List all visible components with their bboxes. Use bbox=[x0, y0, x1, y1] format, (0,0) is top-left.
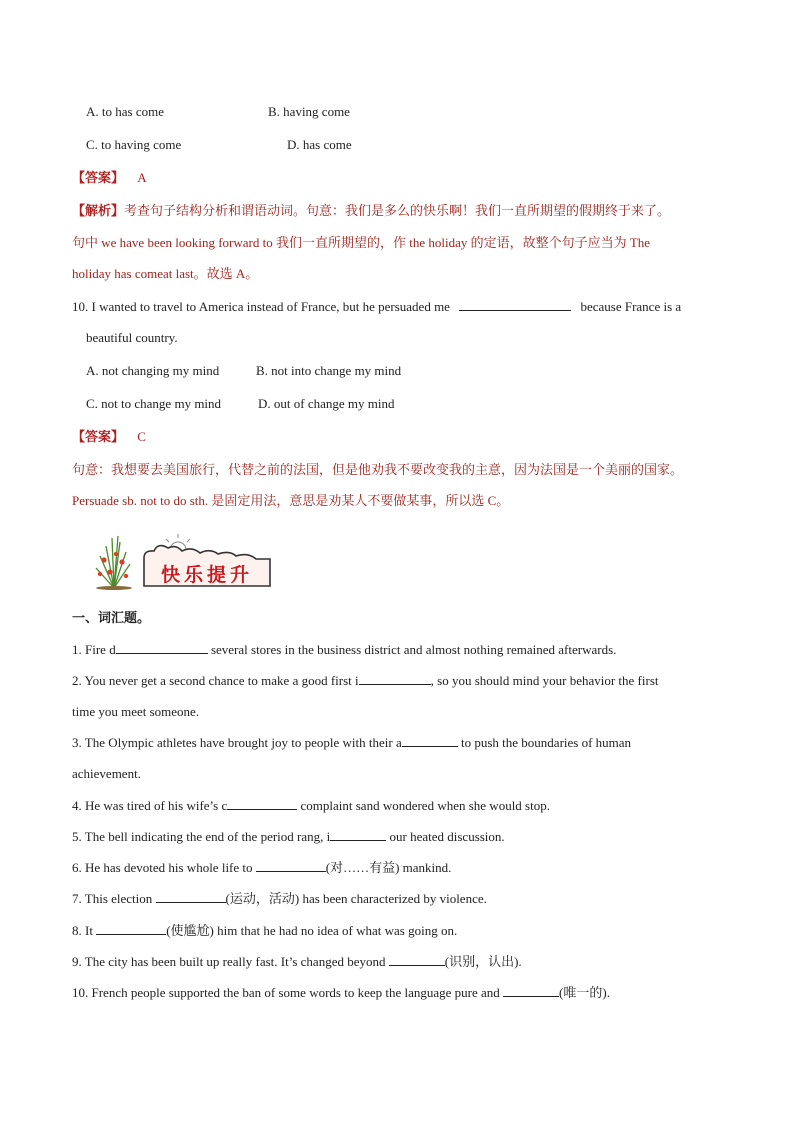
vocab-item-text: complaint sand wondered when she would stop. bbox=[297, 798, 550, 813]
vocab-item-10 bbox=[72, 984, 610, 1002]
vocab-item-text: (唯一的). bbox=[559, 985, 610, 1000]
vocab-item-text: , so you should mind your behavior the first bbox=[430, 673, 659, 688]
vocab-item-text: (运动，活动) has been characterized by violence. bbox=[225, 891, 487, 906]
q10-option-b: B. not into change my mind bbox=[256, 363, 402, 378]
vocab-blank bbox=[359, 672, 431, 685]
vocab-blank bbox=[116, 641, 208, 654]
vocab-item-3-cont: achievement. bbox=[72, 766, 141, 781]
analysis-tag: 【解析】 bbox=[72, 203, 125, 218]
vocab-blank bbox=[96, 922, 166, 935]
vocab-blank bbox=[227, 797, 297, 810]
vocab-item-text: 3. The Olympic athletes have brought joy to people with their a bbox=[72, 735, 402, 750]
vocab-blank bbox=[256, 859, 326, 872]
vocab-item-text: (识别，认出). bbox=[444, 954, 522, 969]
q10-explain: Persuade sb. not to do sth. 是固定用法，意思是劝某人不要做某事，所以选 C。 bbox=[72, 493, 510, 508]
vocab-item-text: several stores in the business district and almost nothing remained afterwards. bbox=[207, 642, 617, 657]
vocab-section-title: 一、词汇题。 bbox=[72, 611, 151, 626]
vocab-item-text: 6. He has devoted his whole life to bbox=[72, 860, 256, 875]
q10-stem-line1 bbox=[72, 298, 681, 316]
vocab-item-7 bbox=[72, 890, 487, 908]
vocab-item-text: 2. You never get a second chance to make a good first i bbox=[72, 673, 359, 688]
q10-option-d: D. out of change my mind bbox=[258, 396, 395, 411]
vocab-item-9 bbox=[72, 953, 522, 971]
q10-stem-line2: beautiful country. bbox=[86, 330, 178, 345]
q10-option-a: A. not changing my mind bbox=[86, 363, 220, 378]
vocab-item-text: 10. French people supported the ban of some words to keep the language pure and bbox=[72, 985, 504, 1000]
q9-analysis-line2: 句中 we have been looking forward to 我们一直所期望的，作 the holiday 的定语，故整个句子应当为 The bbox=[72, 235, 651, 250]
answer-tag: 【答案】 bbox=[72, 429, 125, 444]
vocab-item-4 bbox=[72, 797, 550, 815]
banner-title: 快乐提升 bbox=[160, 564, 253, 586]
vocab-blank bbox=[330, 828, 386, 841]
q10-stem-after: because France is a bbox=[580, 299, 682, 314]
q10-stem-before: 10. I wanted to travel to America instead of France, but he persuaded me bbox=[72, 299, 450, 314]
vocab-item-text: to push the boundaries of human bbox=[457, 735, 632, 750]
vocab-item-1 bbox=[72, 641, 616, 659]
vocab-item-8 bbox=[72, 922, 457, 940]
vocab-item-2 bbox=[72, 672, 659, 690]
answer-tag: 【答案】 bbox=[72, 170, 125, 185]
vocab-item-5 bbox=[72, 828, 505, 846]
section-banner bbox=[84, 532, 274, 590]
vocab-item-text: 7. This election bbox=[72, 891, 156, 906]
vocab-item-text: our heated discussion. bbox=[386, 829, 505, 844]
q9-option-d: D. has come bbox=[287, 137, 352, 152]
vocab-blank bbox=[389, 953, 445, 966]
q9-answer-line bbox=[72, 169, 147, 187]
q9-analysis-text1: 考查句子结构分析和谓语动词。句意：我们是多么的快乐啊！我们一直所期望的假期终于来了。 bbox=[124, 203, 671, 218]
vocab-item-text: (对……有益) mankind. bbox=[325, 860, 452, 875]
vocab-item-2-cont: time you meet someone. bbox=[72, 704, 200, 719]
vocab-item-text: (使尴尬) him that he had no idea of what was going on. bbox=[166, 923, 458, 938]
vocab-item-text: 1. Fire d bbox=[72, 642, 116, 657]
q9-analysis-line1 bbox=[72, 202, 670, 220]
q10-answer-line bbox=[72, 428, 146, 446]
vocab-item-3 bbox=[72, 734, 631, 752]
q9-option-a: A. to has come bbox=[86, 104, 164, 119]
vocab-blank bbox=[503, 984, 559, 997]
q10-meaning: 句意：我想要去美国旅行，代替之前的法国，但是他劝我不要改变我的主意，因为法国是一个美丽的国家。 bbox=[72, 462, 684, 477]
vocab-item-text: 9. The city has been built up really fast. It’s changed beyond bbox=[72, 954, 389, 969]
q9-option-c: C. to having come bbox=[86, 137, 182, 152]
q9-option-b: B. having come bbox=[268, 104, 350, 119]
q10-blank bbox=[459, 298, 571, 311]
q9-answer-value: A bbox=[137, 170, 147, 185]
vocab-item-text: 5. The bell indicating the end of the period rang, i bbox=[72, 829, 331, 844]
vocab-blank bbox=[402, 734, 458, 747]
vocab-blank bbox=[156, 890, 226, 903]
vocab-item-6 bbox=[72, 859, 451, 877]
vocab-item-text: 4. He was tired of his wife’s c bbox=[72, 798, 228, 813]
q9-analysis-line3: holiday has comeat last。故选 A。 bbox=[72, 266, 259, 281]
vocab-item-text: 8. It bbox=[72, 923, 97, 938]
q10-answer-value: C bbox=[137, 429, 146, 444]
q10-option-c: C. not to change my mind bbox=[86, 396, 222, 411]
